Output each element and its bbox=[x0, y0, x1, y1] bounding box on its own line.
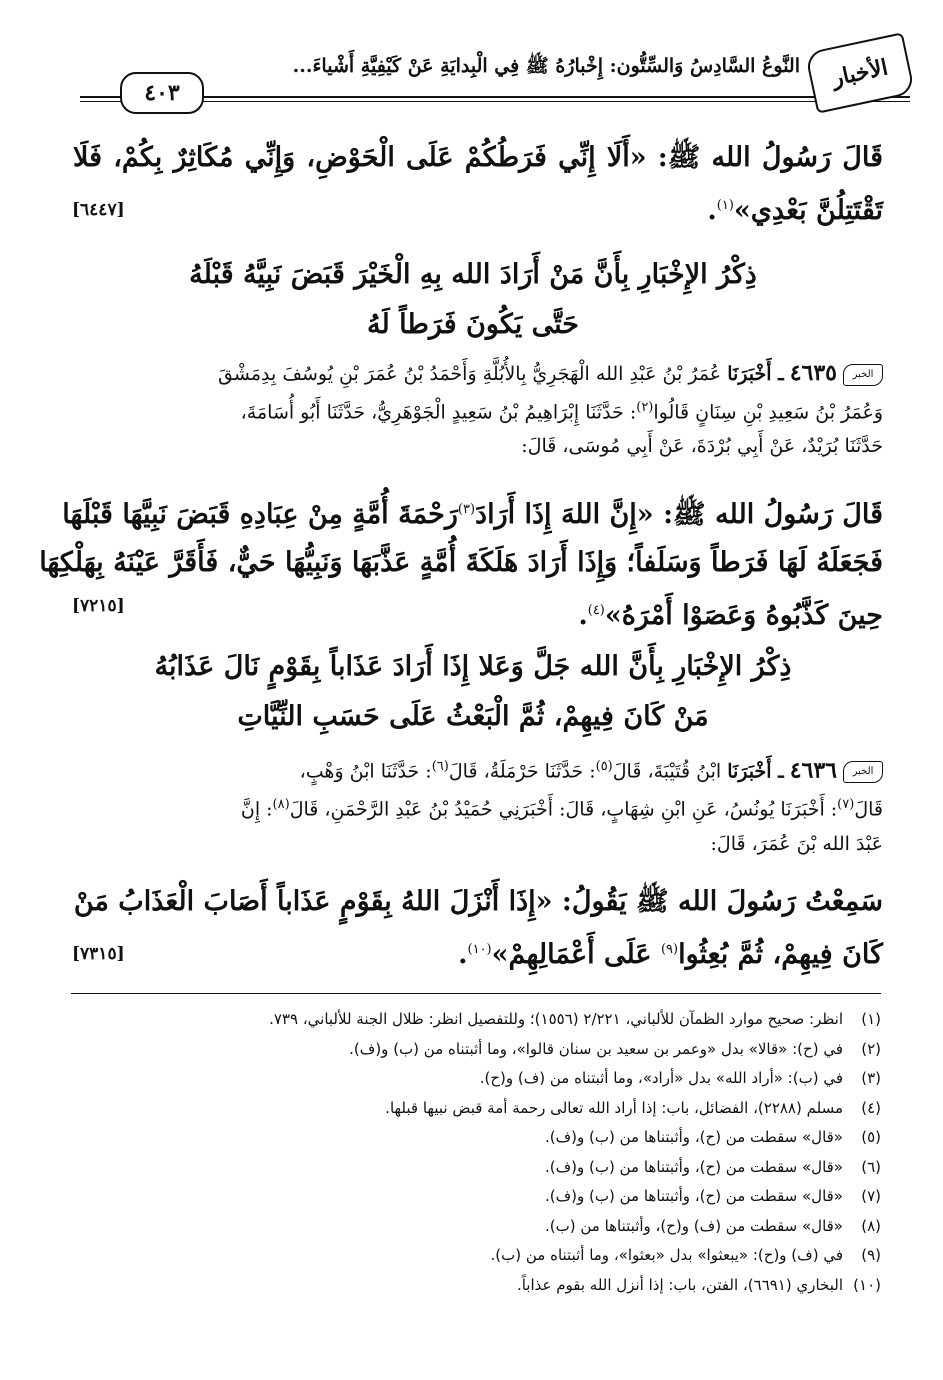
hadith-number-4636: ٤٦٣٦ bbox=[789, 757, 837, 784]
footnote-number: (٢) bbox=[861, 1039, 881, 1058]
footnote-text: «قال» سقطت من (ح)، وأثبتناها من (ب) و(ف). bbox=[544, 1187, 843, 1205]
footnote-item bbox=[71, 1094, 881, 1124]
isnad-4636-line1c: : حَدَّثَنَا ابْنُ وَهْبٍ، bbox=[299, 760, 432, 783]
footnote-text: في (ح): «قالا» بدل «وعمر بن سعيد بن سنان قالوا»، وما أثبتناه من (ب) و(ف). bbox=[349, 1039, 843, 1058]
footnote-text: «قال» سقطت من (ف) و(ح)، وأثبتناها من (ب). bbox=[544, 1216, 843, 1235]
hadith-7315-line2a: كَانَ فِيهِمْ، ثُمَّ بُعِثُوا bbox=[678, 939, 883, 970]
hadith-7315-line2b: عَلَى أَعْمَالِهِمْ» bbox=[491, 939, 652, 970]
footnote-mark-10[interactable]: (١٠) bbox=[467, 942, 492, 957]
footnote-number: (٧) bbox=[861, 1187, 881, 1205]
akhbarana-label: ـ أَخْبَرَنَا bbox=[727, 363, 784, 385]
footnote-mark-7[interactable]: (٧) bbox=[837, 797, 855, 813]
footnote-mark-5[interactable]: (٥) bbox=[595, 759, 613, 774]
section-badge: الأخبار bbox=[805, 32, 916, 113]
footnote-number: (٥) bbox=[861, 1128, 881, 1146]
chapter-title-1 bbox=[63, 250, 883, 350]
akhbarana-label: ـ أَخْبَرَنَا bbox=[727, 760, 784, 783]
page-number: ٤٠٣ bbox=[120, 72, 204, 114]
hadith-number-4635: ٤٦٣٥ bbox=[789, 360, 837, 386]
footnote-item bbox=[71, 1035, 881, 1065]
footnote-number: (٤) bbox=[861, 1098, 881, 1117]
footnote-divider bbox=[71, 993, 881, 994]
footnote-text: في (ب): «أراد الله» بدل «أراد»، وما أثبتناه من (ف) و(ح). bbox=[479, 1069, 843, 1087]
isnad-4635-line2b: : حَدَّثَنَا إِبْرَاهِيمُ بْنُ سَعِيدٍ الْجَوْهَرِيُّ، حَدَّثَنَا أَبُو أُسَامَةَ، bbox=[240, 401, 637, 424]
isnad-4636-line1b: : حَدَّثَنَا حَرْمَلَةُ، قَالَ bbox=[448, 760, 596, 783]
isnad-4635-line2 bbox=[73, 391, 883, 429]
reference-6447: [٦٤٤٧] bbox=[72, 200, 125, 220]
hadith-7215-end: . bbox=[578, 600, 588, 631]
footnote-item bbox=[71, 1241, 881, 1271]
footnote-item bbox=[71, 1153, 881, 1183]
isnad-4636-line2b: : أَخْبَرَنَا يُونُسُ، عَنِ ابْنِ شِهَابٍ، قَالَ: أَخْبَرَنِي حُمَيْدُ بْنُ عَبْدِ الرَّحْمَنِ، قَالَ bbox=[289, 798, 838, 821]
footnote-mark-4[interactable]: (٤) bbox=[587, 603, 605, 618]
isnad-4636-line1a: ابْنُ قُتَيْبَةَ، قَالَ bbox=[612, 760, 722, 783]
chapter-title-2-line2: مَنْ كَانَ فِيهِمْ، ثُمَّ الْبَعْثُ عَلَى حَسَبِ النِّيَّاتِ bbox=[237, 701, 709, 732]
hadith-7215-line1 bbox=[62, 486, 883, 539]
isnad-4636-line2a: قَالَ bbox=[854, 798, 883, 821]
hadith-7315 bbox=[73, 878, 883, 979]
footnote-text: «قال» سقطت من (ح)، وأثبتناها من (ب) و(ف). bbox=[544, 1157, 843, 1176]
footnote-text: انظر: صحيح موارد الظمآن للألباني، ٢/٢٢١ (١٥٥٦)؛ وللتفصيل انظر: ظلال الجنة للألباني، ٧٣٩. bbox=[269, 1010, 843, 1028]
hadith-seal-icon: الخبر bbox=[843, 364, 883, 386]
chapter-title-1-line1: ذِكْرُ الإِخْبَارِ بِأَنَّ مَنْ أَرَادَ الله بِهِ الْخَيْرَ قَبَضَ نَبِيَّهُ قَبْلَهُ bbox=[189, 259, 757, 290]
isnad-4636 bbox=[73, 750, 883, 861]
footnote-item bbox=[71, 1182, 881, 1212]
footnote-text: «قال» سقطت من (ح)، وأثبتناها من (ب) و(ف). bbox=[544, 1128, 843, 1146]
page-header bbox=[80, 42, 910, 117]
hadith-7215-line2: فَجَعَلَهُ لَهَا فَرَطاً وَسَلَفاً؛ وَإِذَا أَرَادَ هَلَكَةَ أُمَّةٍ عَذَّبَهَا وَنَبِيُّهَا حَيٌّ، فَأَقَرَّ عَيْنَهُ بِهَلْكِهَا bbox=[39, 547, 883, 578]
hadith-6447-end: . bbox=[707, 195, 717, 226]
hadith-7215-line3-text: حِينَ كَذَّبُوهُ وَعَصَوْا أَمْرَهُ» bbox=[604, 600, 883, 631]
footnote-item bbox=[71, 1064, 881, 1094]
isnad-4635-line1-text: عُمَرُ بْنُ عَبْدِ الله الْهَجَرِيُّ بِالأُبُلَّةِ وَأَحْمَدُ بْنُ عُمَرَ بْنِ يُوسُفَ بِدِمَشْقَ bbox=[218, 363, 722, 385]
footnotes bbox=[71, 1005, 881, 1300]
footnote-number: (٨) bbox=[861, 1216, 881, 1235]
isnad-4636-line2 bbox=[73, 788, 883, 826]
hadith-7315-line2 bbox=[73, 926, 883, 979]
running-title: النَّوعُ السَّادِسُ وَالسِّتُّون: إِخْبارُهُ ﷺ فِي الْبِدايَةِ عَنْ كَيْفِيَّةِ أَشْياءَ... bbox=[292, 55, 800, 77]
isnad-4636-line1 bbox=[73, 750, 883, 788]
hadith-7215-line1b: رَحْمَةَ أُمَّةٍ مِنْ عِبَادِهِ قَبَضَ نَبِيَّهَا قَبْلَهَا bbox=[62, 499, 458, 530]
isnad-4635-line3: حَدَّثَنَا بُرَيْدٌ، عَنْ أَبِي بُرْدَةَ، عَنْ أَبِي مُوسَى، قَالَ: bbox=[521, 435, 883, 458]
footnote-mark-2[interactable]: (٢) bbox=[636, 400, 654, 415]
reference-7315: [٧٣١٥] bbox=[72, 944, 125, 964]
chapter-title-2 bbox=[63, 642, 883, 742]
footnote-number: (٣) bbox=[861, 1069, 881, 1087]
footnote-number: (٩) bbox=[861, 1246, 881, 1264]
footnote-number: (٦) bbox=[861, 1157, 881, 1176]
footnote-mark-1[interactable]: (١) bbox=[716, 198, 734, 213]
header-rule bbox=[80, 96, 910, 98]
footnote-mark-8[interactable]: (٨) bbox=[272, 797, 290, 813]
footnote-text: البخاري (٦٦٩١)، الفتن، باب: إذا أنزل الله بقوم عذاباً. bbox=[516, 1275, 843, 1294]
hadith-6447-line1: قَالَ رَسُولُ الله ﷺ: «أَلَا إِنِّي فَرَطُكُمْ عَلَى الْحَوْضِ، وَإِنِّي مُكَاثِرٌ بِكُمْ، فَلَا bbox=[73, 142, 883, 173]
hadith-7215-line3 bbox=[73, 587, 883, 640]
isnad-4635-line2a: وَعُمَرُ بْنُ سَعِيدِ بْنِ سِنَانٍ قَالُوا bbox=[653, 401, 883, 424]
isnad-4635-line1 bbox=[73, 356, 883, 391]
reference-7215: [٧٢١٥] bbox=[72, 596, 125, 616]
hadith-seal-icon: الخبر bbox=[843, 761, 883, 783]
footnote-text: في (ف) و(ح): «يبعثوا» بدل «بعثوا»، وما أثبتناه من (ب). bbox=[490, 1246, 843, 1264]
hadith-7315-line1: سَمِعْتُ رَسُولَ الله ﷺ يَقُولُ: «إِذَا أَنْزَلَ اللهُ بِقَوْمٍ عَذَاباً أَصَابَ الْعَذَابُ مَنْ bbox=[73, 886, 883, 917]
chapter-title-2-line1: ذِكْرُ الإِخْبَارِ بِأَنَّ الله جَلَّ وَعَلا إِذَا أَرَادَ عَذَاباً بِقَوْمٍ نَالَ عَذَابُهُ bbox=[154, 651, 792, 682]
footnote-mark-9[interactable]: (٩) bbox=[660, 942, 679, 957]
footnote-text: مسلم (٢٢٨٨)، الفضائل، باب: إذا أراد الله تعالى رحمة أمة قبض نبيها قبلها. bbox=[385, 1098, 843, 1117]
hadith-7215 bbox=[39, 486, 883, 640]
footnote-mark-6[interactable]: (٦) bbox=[431, 759, 449, 774]
footnote-item bbox=[71, 1271, 881, 1301]
isnad-4636-line2c: : إِنَّ bbox=[240, 798, 273, 821]
hadith-6447-line2 bbox=[73, 182, 883, 235]
isnad-4636-line3: عَبْدَ الله بْنَ عُمَرَ، قَالَ: bbox=[710, 832, 883, 855]
footnote-item bbox=[71, 1123, 881, 1153]
hadith-7315-end: . bbox=[458, 939, 468, 970]
footnote-mark-3[interactable]: (٣) bbox=[457, 502, 476, 517]
footnote-item bbox=[71, 1005, 881, 1035]
isnad-4635 bbox=[73, 356, 883, 463]
chapter-title-1-line2: حَتَّى يَكُونَ فَرَطاً لَهُ bbox=[367, 309, 579, 340]
hadith-6447 bbox=[73, 134, 883, 235]
footnote-number: (١) bbox=[861, 1010, 881, 1028]
footnote-item bbox=[71, 1212, 881, 1242]
hadith-6447-line2-text: تَقْتَتِلُنَّ بَعْدِي» bbox=[733, 195, 883, 226]
hadith-7215-line1a: قَالَ رَسُولُ الله ﷺ: «إِنَّ اللهَ إِذَا أَرَادَ bbox=[475, 499, 883, 530]
footnote-number: (١٠) bbox=[853, 1275, 881, 1294]
header-rule-thin bbox=[80, 101, 910, 102]
